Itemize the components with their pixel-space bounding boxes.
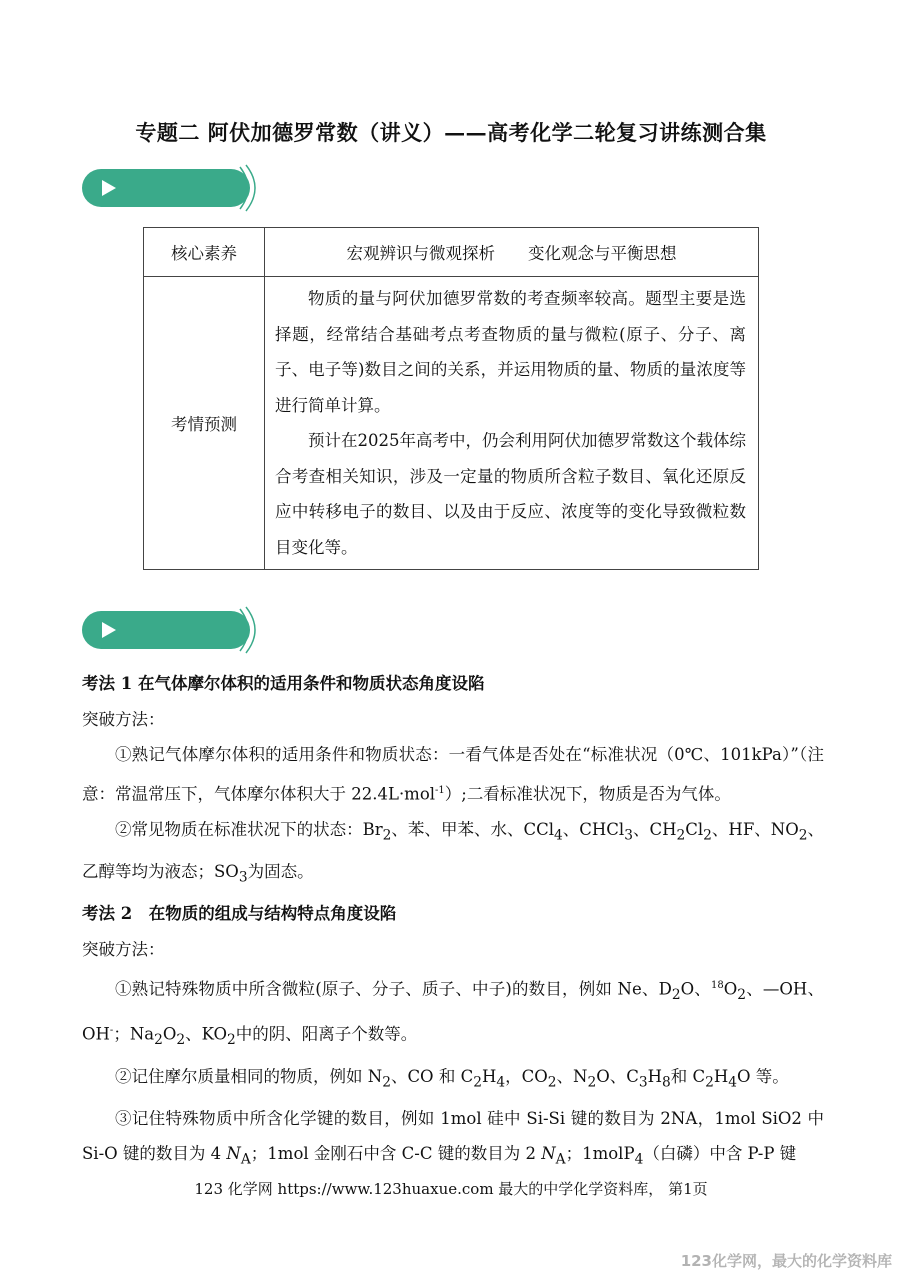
watermark: 123化学网，最大的化学资料库 [680, 1252, 892, 1270]
section-banner-1 [80, 163, 260, 213]
section2-method-label: 突破方法： [82, 940, 165, 960]
section2-heading: 考法 2 在物质的组成与结构特点角度设陷 [82, 904, 397, 924]
section2-point-1: ①熟记特殊物质中所含微粒(原子、分子、质子、中子)的数目，例如 Ne、$D_2O$、$^{18}O_2$、—OH、OH-；$Na_2O_2$、$KO_2$中的阴、阳离子个数等。 [82, 979, 824, 1049]
content-body [82, 666, 824, 1178]
forecast-label: 考情预测 [144, 277, 265, 570]
section2-point-2: ②记住摩尔质量相同的物质，例如 $N_2$、CO 和 $C_2H_4$，$CO_2$、$N_2O$、$C_3H_8$和 $C_2H_4O$ 等。 [115, 1066, 789, 1091]
core-literacy-value: 宏观辨识与微观探析 变化观念与平衡思想 [265, 228, 759, 277]
page-title: 专题二 阿伏加德罗常数（讲义）——高考化学二轮复习讲练测合集 [135, 120, 767, 145]
section2-point-3: ③记住特殊物质中所含化学键的数目，例如 1mol 硅中 Si-Si 键的数目为 2NA，1mol SiO2 中 Si-O 键的数目为 4 $N_A$；1mol 金刚石中含 C-C 键的数目为 2 $N_A$；1molP$_4$（白磷）中含 P-P 键 [82, 1108, 824, 1168]
forecast-paragraph-2: 预计在2025年高考中，仍会利用阿伏加德罗常数这个载体综合考查相关知识，涉及一定量的物质所含粒子数目、氧化还原反应中转移电子的数目、以及由于反应、浓度等的变化导致微粒数目变化等。 [275, 431, 746, 557]
forecast-paragraph-1: 物质的量与阿伏加德罗常数的考查频率较高。题型主要是选择题，经常结合基础考点考查物质的量与微粒(原子、分子、离子、电子等)数目之间的关系，并运用物质的量、物质的量浓度等进行简单计算。 [275, 289, 746, 415]
page-footer: 123 化学网 https://www.123huaxue.com 最大的中学化学资料库， 第1页 [194, 1180, 708, 1198]
core-literacy-label: 核心素养 [144, 228, 265, 277]
forecast-body [265, 277, 759, 570]
section1-method-label: 突破方法： [82, 709, 165, 729]
section1-point-2: ②常见物质在标准状况下的状态：$Br_2$、苯、甲苯、水、CCl$_4$、CHCl$_3$、$CH_2Cl_2$、HF、$NO_2$、乙醇等均为液态；$SO_3$为固态。 [82, 820, 825, 886]
info-table [143, 227, 759, 570]
section1-point-1: ①熟记气体摩尔体积的适用条件和物质状态：一看气体是否处在“标准状况（0℃、101kPa）”（注意：常温常压下，气体摩尔体积大于 22.4L·mol$^{-1}$）;二看标准状况下，物质是否为气体。 [82, 745, 824, 804]
section1-heading: 考法 1 在气体摩尔体积的适用条件和物质状态角度设陷 [82, 674, 485, 693]
section-banner-2 [80, 605, 260, 655]
